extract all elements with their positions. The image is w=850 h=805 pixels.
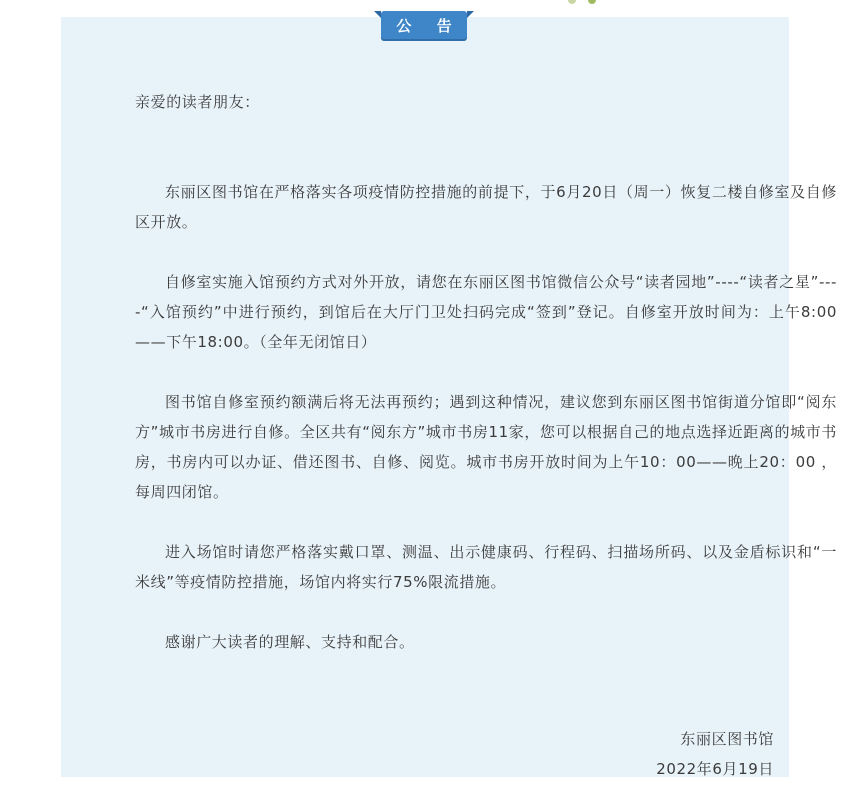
leaf-decoration: [568, 0, 606, 4]
announcement-badge: 公 告: [381, 11, 467, 39]
announcement-content: [135, 87, 837, 657]
signature-date: 2022年6月19日: [656, 760, 774, 778]
signature-block: [656, 724, 774, 784]
paragraph-reservation: 自修室实施入馆预约方式对外开放，请您在东丽区图书馆微信公众号“读者园地”----“读者之星”----“入馆预约”中进行预约，到馆后在大厅门卫处扫码完成“签到”登记。自修室开放时间为：上午8:00——下午18:00。（全年无闭馆日）: [135, 273, 837, 351]
paragraph-thanks: 感谢广大读者的理解、支持和配合。: [165, 633, 415, 651]
paragraph-prevention-measures: 进入场馆时请您严格落实戴口罩、测温、出示健康码、行程码、扫描场所码、以及金盾标识和“一米线”等疫情防控措施，场馆内将实行75%限流措施。: [135, 543, 837, 591]
salutation: 亲爱的读者朋友：: [135, 93, 260, 111]
signature-organization: 东丽区图书馆: [680, 730, 774, 748]
badge-left-fold: [374, 11, 381, 18]
leaf-decoration-left: [568, 0, 576, 4]
announcement-card: [61, 17, 837, 778]
paragraph-city-study-rooms: 图书馆自修室预约额满后将无法再预约；遇到这种情况，建议您到东丽区图书馆街道分馆即“阅东方”城市书房进行自修。全区共有“阅东方”城市书房11家，您可以根据自己的地点选择近距离的城市书房，书房内可以办证、借还图书、自修、阅览。城市书房开放时间为上午10：00——晚上20：00 ，每周四闭馆。: [135, 393, 837, 501]
badge-right-fold: [467, 11, 474, 18]
leaf-decoration-right: [588, 0, 596, 4]
paragraph-reopening: 东丽区图书馆在严格落实各项疫情防控措施的前提下，于6月20日（周一）恢复二楼自修室及自修区开放。: [135, 183, 837, 231]
